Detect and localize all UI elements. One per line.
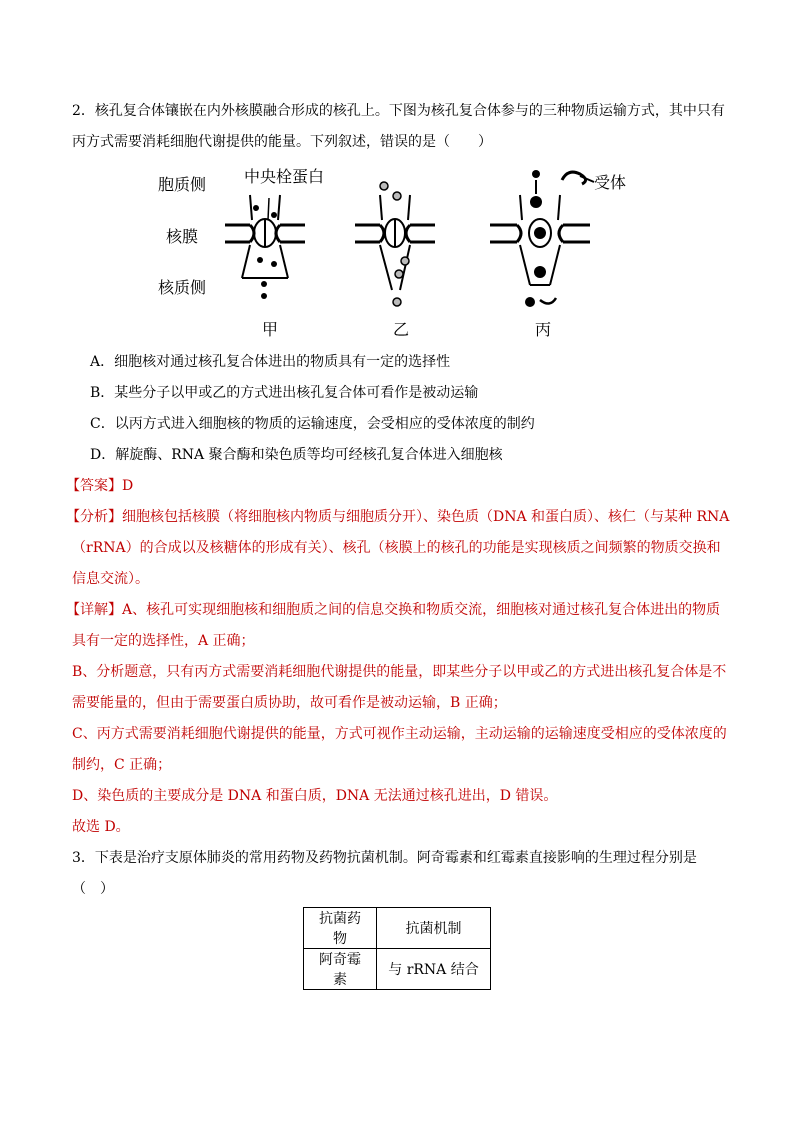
table-cell: 阿奇霉素 xyxy=(304,949,377,990)
q2-stem-line2: 丙方式需要消耗细胞代谢提供的能量。下列叙述，错误的是（ ） xyxy=(72,134,492,150)
answer-value: D xyxy=(122,478,134,494)
label-nucleoplasm-side: 核质侧 xyxy=(158,278,207,297)
option-c: C．以丙方式进入细胞核的物质的运输速度，会受相应的受体浓度的制约 xyxy=(90,416,535,432)
detail-b-line1: B、分析题意，只有丙方式需要消耗细胞代谢提供的能量，即某些分子以甲或乙的方式进出核孔复合体是不 xyxy=(72,664,727,680)
q3-stem-line1: 3．下表是治疗支原体肺炎的常用药物及药物抗菌机制。阿奇霉素和红霉素直接影响的生理过程分别是 xyxy=(72,850,697,866)
analysis-line1 xyxy=(66,507,730,527)
label-receptor: 受体 xyxy=(594,173,627,192)
detail-d-line: D、染色质的主要成分是 DNA 和蛋白质，DNA 无法通过核孔进出，D 错误。 xyxy=(72,788,558,804)
table-header-cell: 抗菌机制 xyxy=(377,908,491,949)
table-header-row xyxy=(304,908,491,949)
detail-c-line1: C、丙方式需要消耗细胞代谢提供的能量，方式可视作主动运输，主动运输的运输速度受相应的受体浓度的 xyxy=(72,726,727,742)
analysis-line3: 信息交流）。 xyxy=(72,571,149,587)
option-d: D．解旋酶、RNA 聚合酶和染色质等均可经核孔复合体进入细胞核 xyxy=(90,447,503,463)
pore-jia xyxy=(225,195,305,278)
analysis-tag: 【分析】 xyxy=(66,509,122,525)
detail-tag: 【详解】 xyxy=(66,602,122,618)
drug-table xyxy=(303,907,491,990)
table-row xyxy=(304,949,491,990)
analysis-line2: （rRNA）的合成以及核糖体的形成有关）、核孔（核膜上的核孔的功能是实现核质之间频繁的物质交换和 xyxy=(72,540,721,556)
nuclear-pore-figure xyxy=(150,160,650,345)
detail-a-line2: 具有一定的选择性，A 正确； xyxy=(72,633,255,649)
detail-a-line1 xyxy=(66,600,721,620)
detail-c-line2: 制约，C 正确； xyxy=(72,757,172,773)
label-cytoplasm-side: 胞质侧 xyxy=(158,175,207,194)
label-yi: 乙 xyxy=(393,320,410,339)
detail-a-text1: A、核孔可实现细胞核和细胞质之间的信息交换和物质交流，细胞核对通过核孔复合体进出的物质 xyxy=(122,602,721,618)
label-jia: 甲 xyxy=(262,320,279,339)
label-central-plug: 中央栓蛋白 xyxy=(244,167,325,186)
analysis-text1: 细胞核包括核膜（将细胞核内物质与细胞质分开）、染色质（DNA 和蛋白质）、核仁（与某种 RNA xyxy=(122,509,730,525)
q3-stem-line2: （ ） xyxy=(72,881,114,897)
label-bing: 丙 xyxy=(535,320,552,339)
detail-b-line2: 需要能量的，但由于需要蛋白质协助，故可看作是被动运输，B 正确； xyxy=(72,695,507,711)
table-header-cell: 抗菌药物 xyxy=(304,908,377,949)
answer-line xyxy=(66,476,718,496)
label-nuclear-membrane: 核膜 xyxy=(166,227,199,246)
q2-stem-line1: 2．核孔复合体镶嵌在内外核膜融合形成的核孔上。下图为核孔复合体参与的三种物质运输方式，其中只有 xyxy=(72,103,725,119)
table-cell: 与 rRNA 结合 xyxy=(377,949,491,990)
molecules-bing xyxy=(525,170,546,307)
option-a: A．细胞核对通过核孔复合体进出的物质具有一定的选择性 xyxy=(90,354,451,370)
answer-tag: 【答案】 xyxy=(66,478,122,494)
option-b: B．某些分子以甲或乙的方式进出核孔复合体可看作是被动运输 xyxy=(90,385,479,401)
conclusion-line: 故选 D。 xyxy=(72,819,130,835)
